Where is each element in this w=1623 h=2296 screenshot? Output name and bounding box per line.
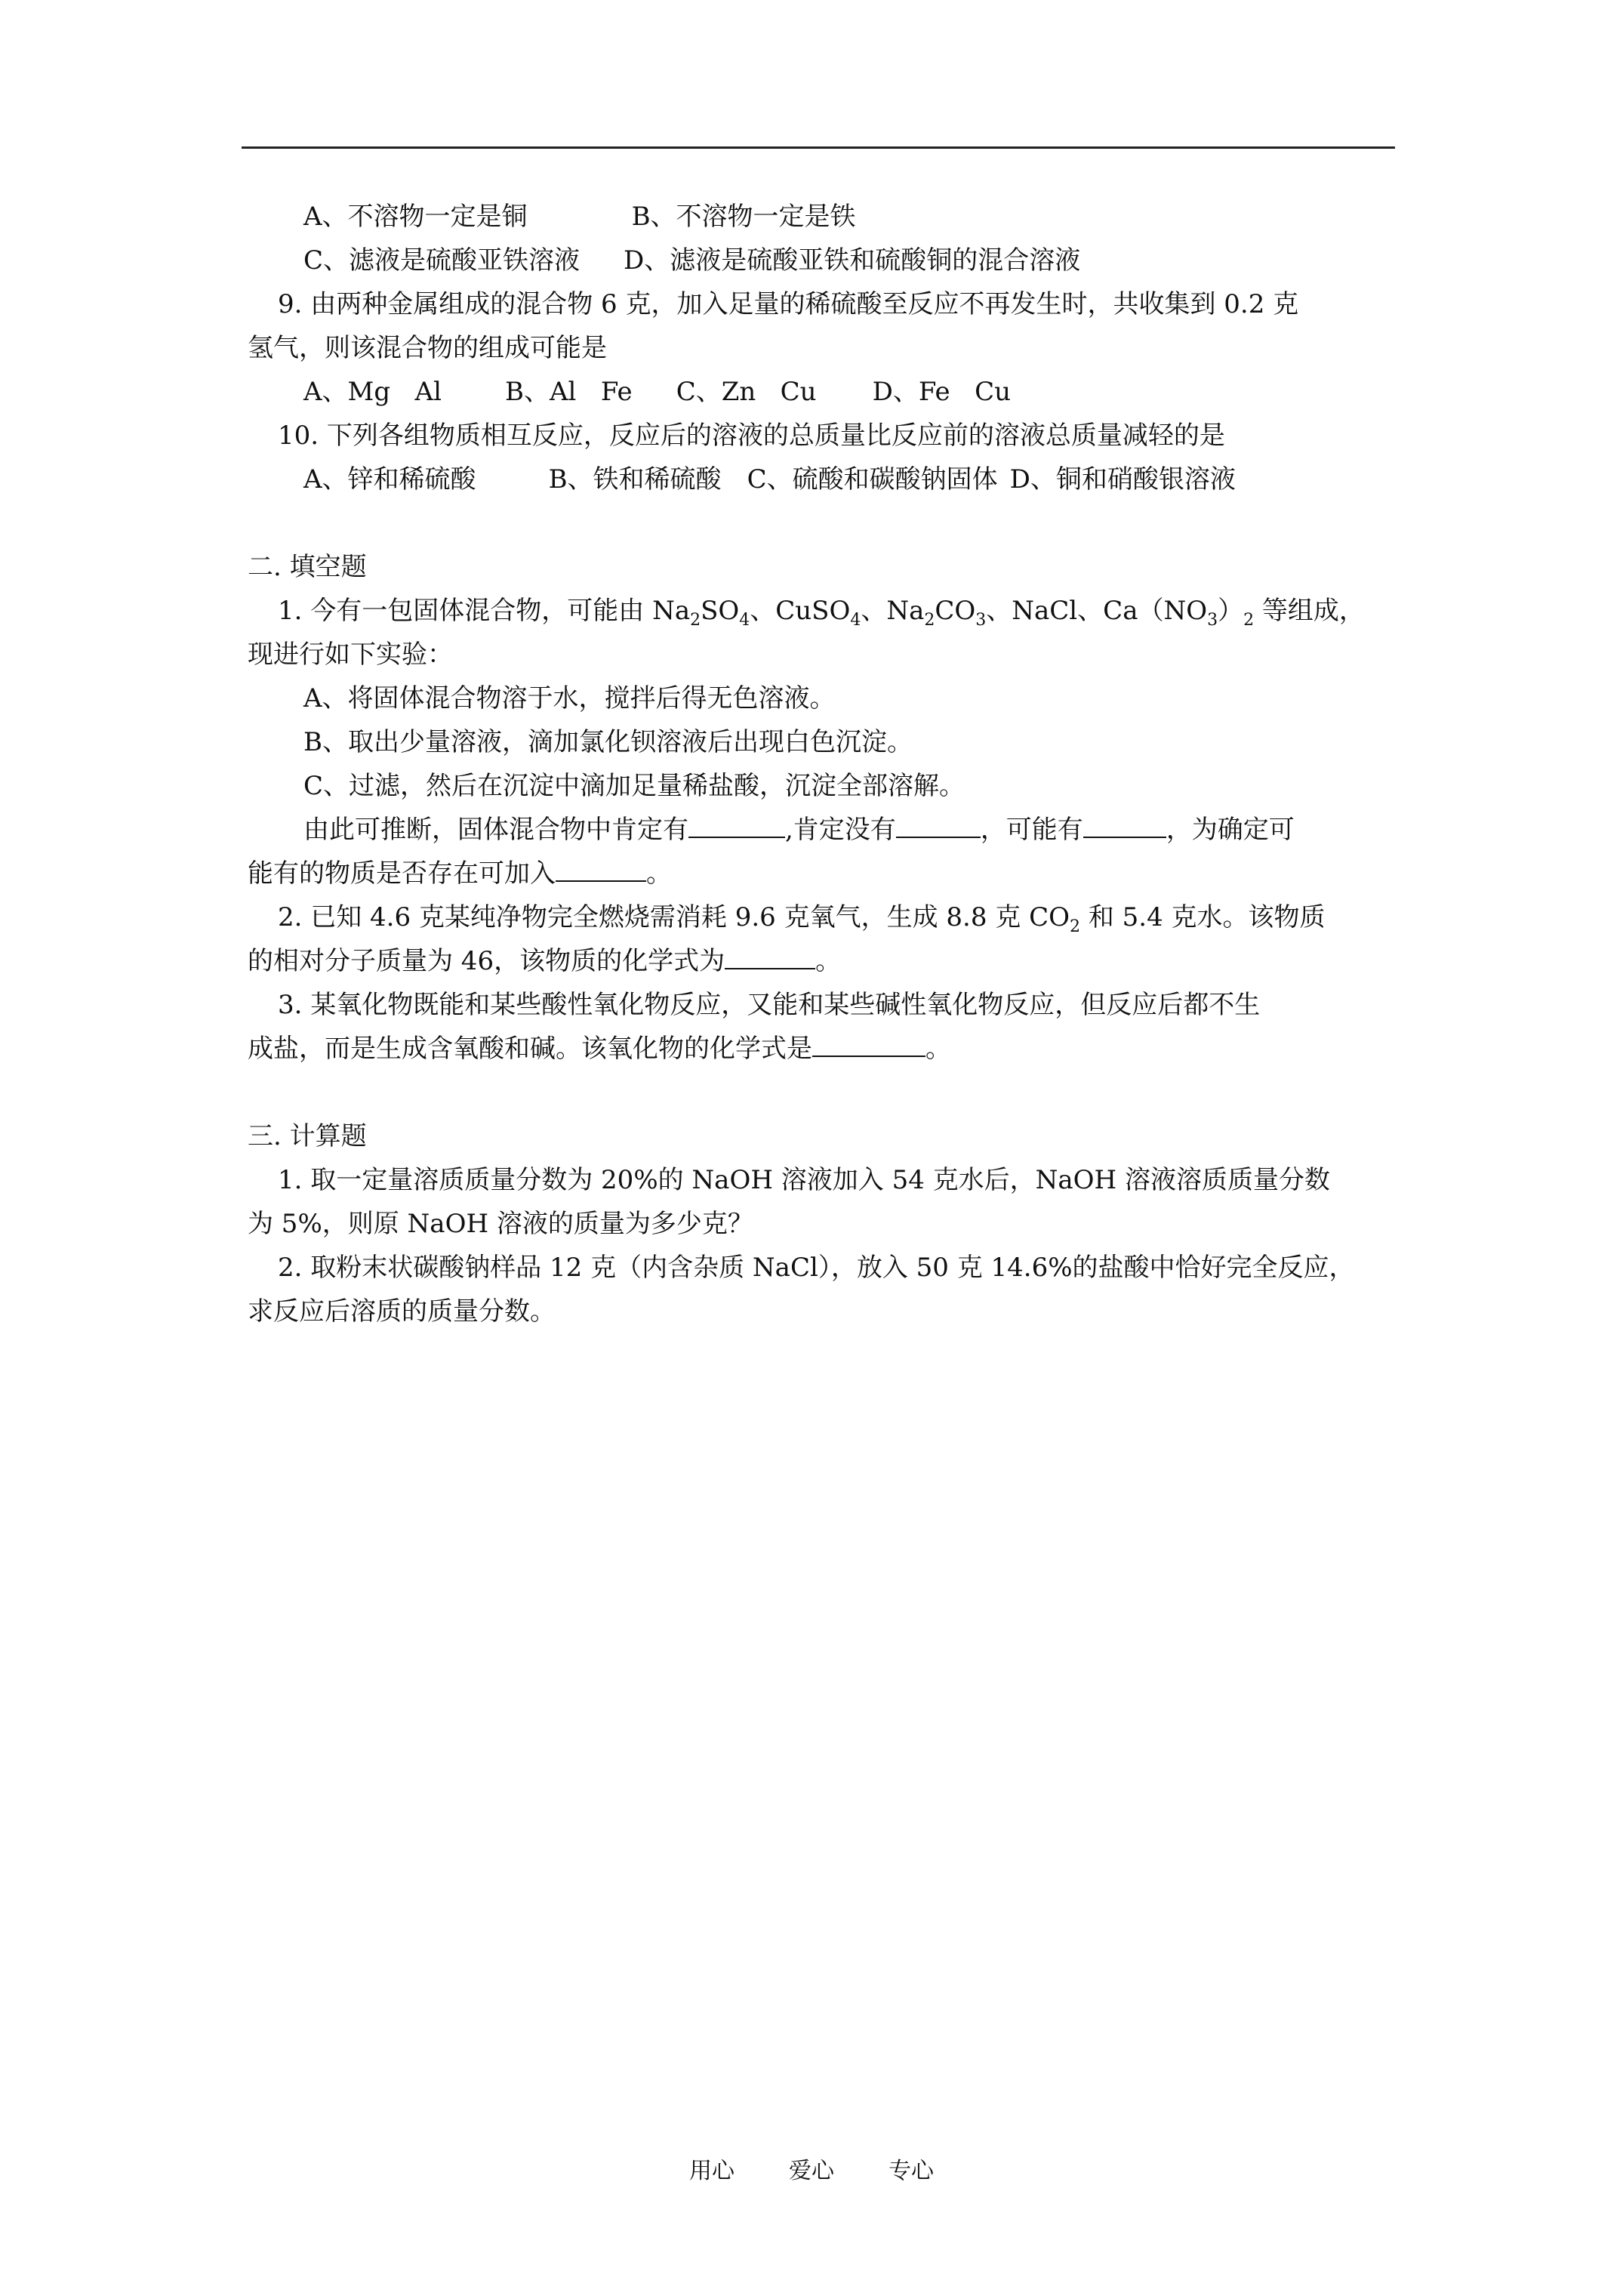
q9-options <box>248 370 1395 414</box>
q9-option-c: C、Zn Cu <box>676 377 817 407</box>
answer-blank-absent[interactable] <box>896 814 981 838</box>
formula-na2so4: $Na_2SO_4$ <box>652 596 750 630</box>
q8-option-c: C、滤液是硫酸亚铁溶液 <box>303 245 581 276</box>
calc-q2-line2: 求反应后溶质的质量分数。 <box>248 1296 556 1327</box>
spacer <box>248 501 1395 545</box>
document-body <box>248 195 1395 1333</box>
fill-q1-line1: 1. 今有一包固体混合物，可能由 $Na_2SO_4$、CuSO$_4$、$Na_2CO_3$、NaCl、$Ca(NO_3)_2$ 等组成， <box>278 596 1365 630</box>
calc-q2-line1: 2. 取粉末状碳酸钠样品 12 克（内含杂质 NaCl），放入 50 克 14.6%的盐酸中恰好完全反应， <box>278 1253 1355 1283</box>
fill-q3-line1: 3. 某氧化物既能和某些酸性氧化物反应，又能和某些碱性氧化物反应，但反应后都不生 <box>278 990 1261 1020</box>
fill-q3-line2: 成盐，而是生成含氧酸和碱。该氧化物的化学式是 。 <box>248 1034 951 1064</box>
spacer <box>248 1071 1395 1114</box>
q10-option-a: A、锌和稀硫酸 <box>303 464 476 495</box>
fill-q1-step-c: C、过滤，然后在沉淀中滴加足量稀盐酸，沉淀全部溶解。 <box>303 771 965 801</box>
answer-blank-definite[interactable] <box>688 814 785 838</box>
footer-motto-2: 爱心 <box>789 2158 834 2184</box>
q8-options-row1 <box>248 195 1395 239</box>
q8-option-b: B、不溶物一定是铁 <box>631 202 856 232</box>
q8-option-d: D、滤液是硫酸亚铁和硫酸铜的混合溶液 <box>624 245 1081 276</box>
formula-cuso4: CuSO$_4$ <box>775 596 861 630</box>
q10-options <box>248 458 1395 501</box>
answer-blank-reagent[interactable] <box>556 858 646 882</box>
q9-option-b: B、Al Fe <box>504 377 633 407</box>
q8-options-row2 <box>248 239 1395 282</box>
section-fill-heading: 二. 填空题 <box>248 552 367 582</box>
q9-line1: 9. 由两种金属组成的混合物 6 克，加入足量的稀硫酸至反应不再发生时，共收集到 0.2 克 <box>278 289 1299 319</box>
q10-option-b: B、铁和稀硫酸 <box>548 464 722 495</box>
q8-option-a: A、不溶物一定是铜 <box>303 202 528 232</box>
fill-q1-step-a: A、将固体混合物溶于水，搅拌后得无色溶液。 <box>303 683 836 713</box>
q9-option-a: A、Mg Al <box>303 377 442 407</box>
footer-motto-3: 专心 <box>888 2158 934 2184</box>
fill-q2-line1: 2. 已知 4.6 克某纯净物完全燃烧需消耗 9.6 克氧气，生成 8.8 克 $CO_2$ 和 5.4 克水。该物质 <box>278 902 1326 936</box>
q10-line1: 10. 下列各组物质相互反应，反应后的溶液的总质量比反应前的溶液总质量减轻的是 <box>278 421 1225 451</box>
fill-q2-line2: 的相对分子质量为 46，该物质的化学式为 。 <box>248 946 842 976</box>
fill-q1-suffix: 等组成， <box>1254 596 1365 626</box>
answer-blank-formula[interactable] <box>725 945 815 969</box>
fill-q1-prefix: 1. 今有一包固体混合物，可能由 <box>278 596 653 626</box>
calc-q1-line2: 为 5%，则原 NaOH 溶液的质量为多少克？ <box>248 1209 753 1239</box>
fill-q1-inference-line1: 由此可推断，固体混合物中肯定有 ,肯定没有 ，可能有 ，为确定可 <box>303 815 1295 845</box>
q10-option-c: C、硫酸和碳酸钠固体 <box>747 464 998 495</box>
q9-line2: 氢气，则该混合物的组成可能是 <box>248 333 607 363</box>
header-rule <box>242 146 1395 149</box>
answer-blank-possible[interactable] <box>1083 814 1166 838</box>
footer-motto-1: 用心 <box>689 2158 735 2184</box>
q10-option-d: D、铜和硝酸银溶液 <box>1009 464 1236 495</box>
fill-q1-line2: 现进行如下实验： <box>248 639 453 670</box>
answer-blank-oxide[interactable] <box>812 1033 925 1057</box>
section-calc-heading: 三. 计算题 <box>248 1121 367 1151</box>
calc-q1-line1: 1. 取一定量溶质质量分数为 20%的 NaOH 溶液加入 54 克水后，NaOH 溶液溶质质量分数 <box>278 1165 1331 1195</box>
formula-nacl-cano3: 、NaCl、$Ca(NO_3)_2$ <box>986 596 1255 630</box>
fill-q1-step-b: B、取出少量溶液，滴加氯化钡溶液后出现白色沉淀。 <box>303 727 913 757</box>
formula-na2co3: $Na_2CO_3$ <box>886 596 987 630</box>
page-footer <box>0 2152 1623 2185</box>
fill-q1-inference-line2: 能有的物质是否存在可加入 。 <box>248 858 672 889</box>
q9-option-d: D、Fe Cu <box>872 377 1012 407</box>
